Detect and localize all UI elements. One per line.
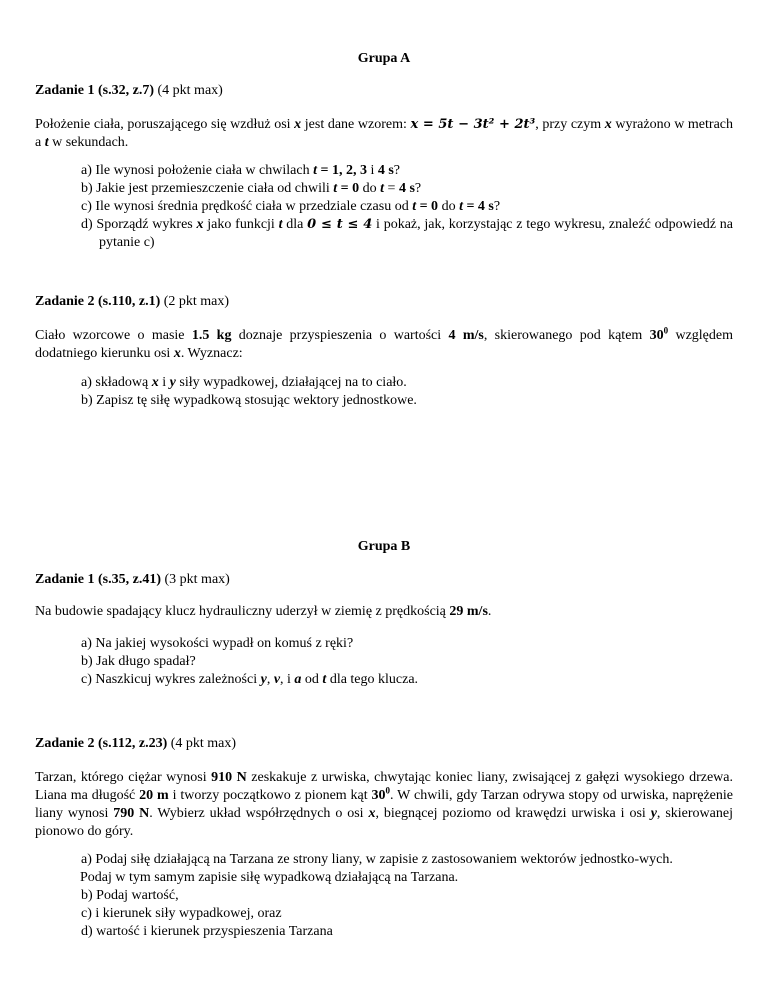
group-b-task1-intro: Na budowie spadający klucz hydrauliczny uderzył w ziemię z prędkością 29 m/s. <box>35 604 492 619</box>
list-item: c) Ile wynosi średnia prędkość ciała w przedziale czasu od t = 0 do t = 4 s? <box>81 199 501 214</box>
list-item: Podaj w tym samym zapisie siłę wypadkową działającą na Tarzana. <box>80 870 459 885</box>
position-formula: x = 5t − 3t² + 2t³ <box>410 117 536 132</box>
list-item: a) składową x i y siły wypadkowej, działającej na to ciało. <box>81 375 407 390</box>
group-b-task1-questions <box>81 635 733 689</box>
list-item: b) Jakie jest przemieszczenie ciała od chwili t = 0 do t = 4 s? <box>81 181 422 196</box>
group-b-title: Grupa B <box>357 539 411 554</box>
group-a-task2-questions <box>81 374 733 410</box>
group-a-task2-heading: Zadanie 2 (s.110, z.1) (2 pkt max) <box>35 294 230 309</box>
list-item: a) Ile wynosi położenie ciała w chwilach t = 1, 2, 3 i 4 s? <box>81 163 401 178</box>
time-range-formula: 0 ≤ t ≤ 4 <box>307 217 373 232</box>
list-item: b) Podaj wartość, <box>81 888 179 903</box>
group-b-task2-heading: Zadanie 2 (s.112, z.23) (4 pkt max) <box>35 736 237 751</box>
group-a-task1-heading: Zadanie 1 (s.32, z.7) (4 pkt max) <box>35 83 223 98</box>
group-a-task1-intro: Położenie ciała, poruszającego się wzdłuż osi x jest dane wzorem: x = 5t − 3t² + 2t³, przy czym x wyrażono w metrach a t w sekundach. <box>35 117 734 150</box>
group-b-task2-intro: Tarzan, którego ciężar wynosi 910 N zeskakuje z urwiska, chwytając koniec liany, zwisającej z gałęzi wysokiego drzewa. Liana ma długość 20 m i tworzy początkowo z pionem kąt $30^0$. W chwili, gdy Tarzan odrywa stopy od urwiska, naprężenie liany wynosi 790 N. Wybierz układ współrzędnych o osi x, biegnącej poziomo od krawędzi urwiska i osi y, skierowanej pionowo do góry. <box>35 770 734 839</box>
group-a-task2-intro: Ciało wzorcowe o masie 1.5 kg doznaje przyspieszenia o wartości 4 m/s, skierowanego pod kątem $30^0$ względem dodatniego kierunku osi x. Wyznacz: <box>35 325 734 361</box>
group-b-task1-heading: Zadanie 1 (s.35, z.41) (3 pkt max) <box>35 572 230 587</box>
list-item: a) Na jakiej wysokości wypadł on komuś z ręki? <box>81 636 354 651</box>
list-item: b) Jak długo spadał? <box>81 654 196 669</box>
list-item: c) Naszkicuj wykres zależności y, v, i a od t dla tego klucza. <box>81 672 419 687</box>
group-a-task1-questions <box>81 162 733 252</box>
list-item: d) wartość i kierunek przyspieszenia Tarzana <box>81 924 333 939</box>
list-item: b) Zapisz tę siłę wypadkową stosując wektory jednostkowe. <box>81 393 417 408</box>
list-item: c) i kierunek siły wypadkowej, oraz <box>81 906 282 921</box>
list-item: d) Sporządź wykres x jako funkcji t dla 0 ≤ t ≤ 4 i pokaż, jak, korzystając z tego wykresu, znaleźć odpowiedź na pytanie c) <box>81 217 734 250</box>
group-b-task2-questions <box>81 851 733 941</box>
list-item: a) Podaj siłę działającą na Tarzana ze strony liany, w zapisie z zastosowaniem wektorów jednostko-wych. <box>81 852 673 867</box>
group-a-title: Grupa A <box>357 51 411 66</box>
